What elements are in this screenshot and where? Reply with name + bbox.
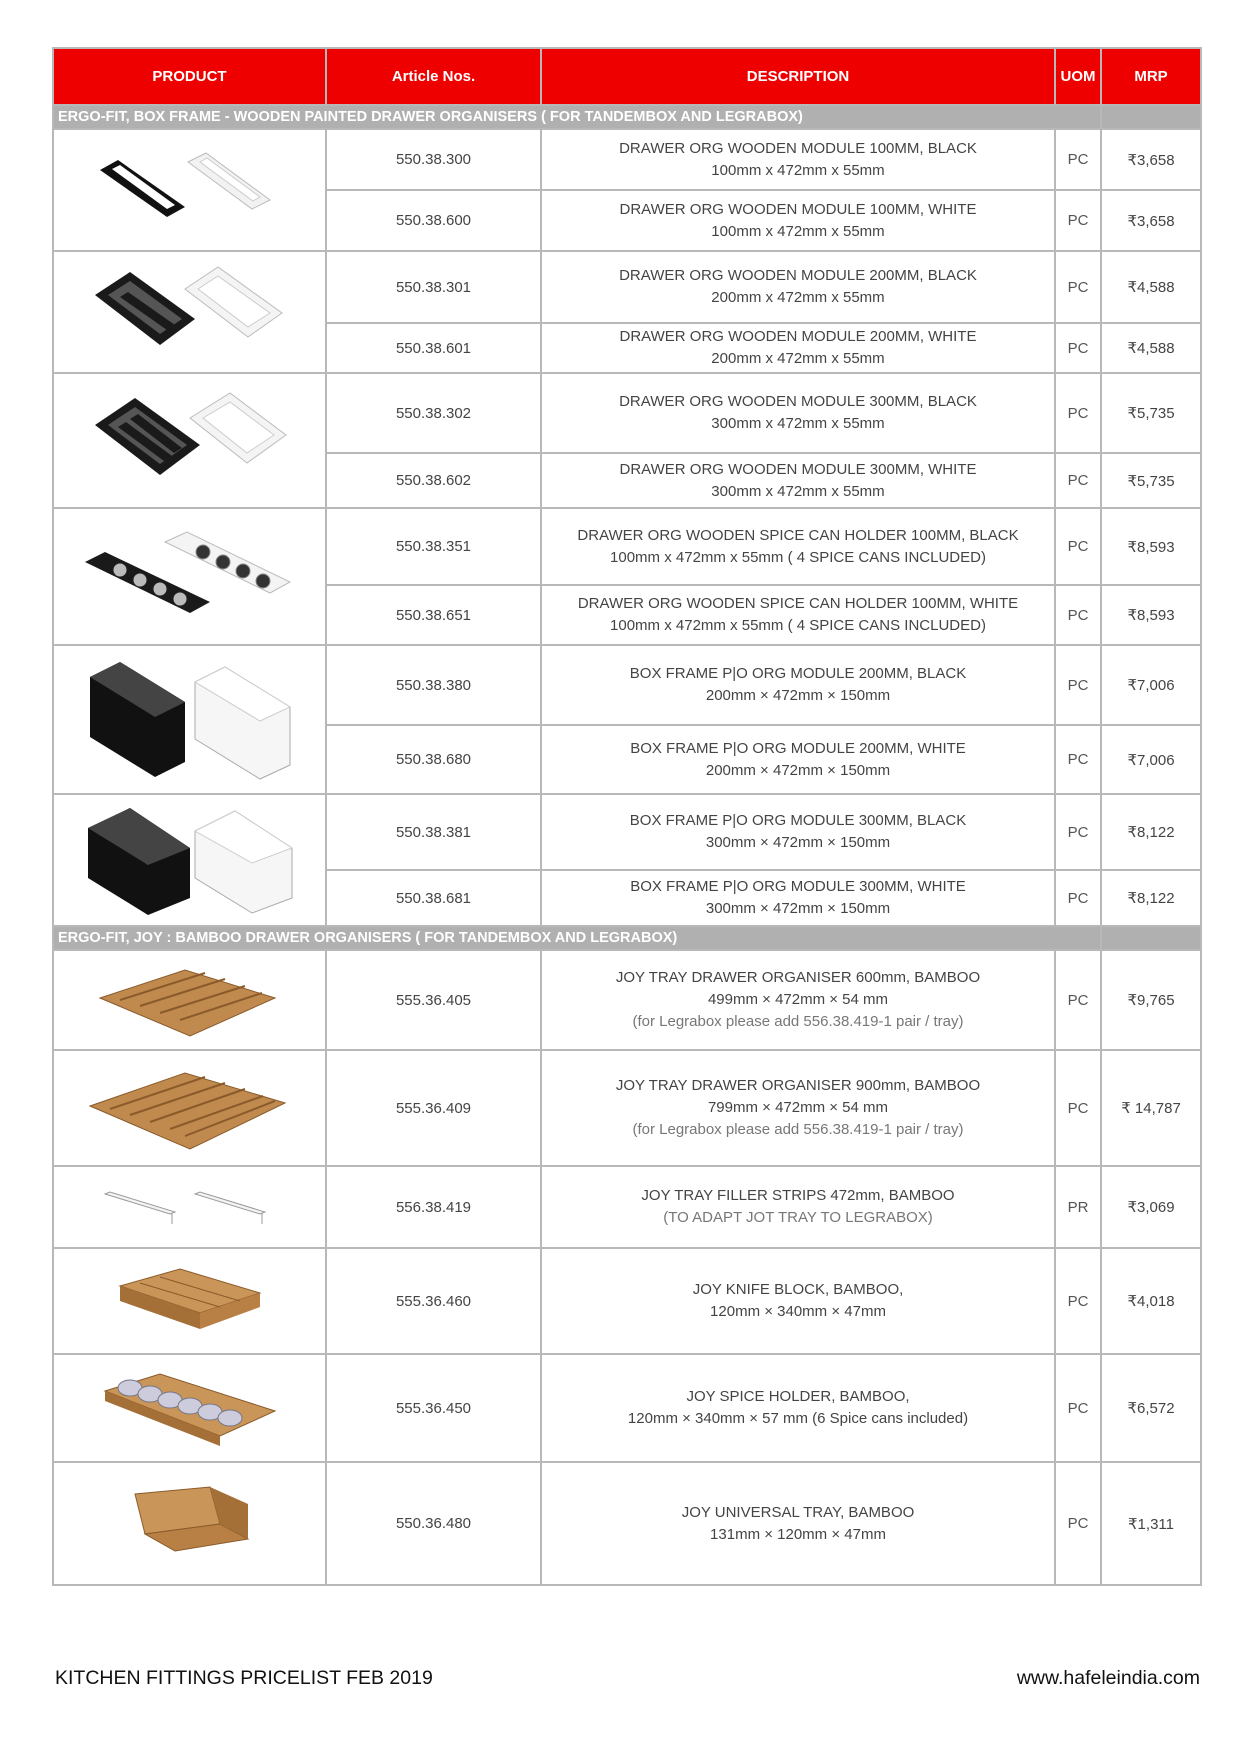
article-number: 550.36.480 (326, 1462, 541, 1585)
product-image (53, 1462, 326, 1585)
article-number: 555.36.405 (326, 950, 541, 1050)
product-image (53, 129, 326, 251)
uom: PC (1055, 129, 1101, 190)
uom: PC (1055, 1248, 1101, 1354)
mrp: ₹7,006 (1101, 645, 1201, 725)
article-number: 550.38.301 (326, 251, 541, 323)
uom: PC (1055, 251, 1101, 323)
product-image (53, 794, 326, 926)
mrp: ₹3,658 (1101, 190, 1201, 251)
description-line1: JOY TRAY FILLER STRIPS 472mm, BAMBOO (641, 1187, 955, 1204)
description-line2: 120mm × 340mm × 47mm (710, 1303, 886, 1320)
table-row (53, 950, 1201, 1050)
mrp: ₹5,735 (1101, 373, 1201, 453)
description (541, 950, 1055, 1050)
article-number: 550.38.351 (326, 508, 541, 585)
description (541, 323, 1055, 373)
organiser-100mm-image (90, 145, 290, 235)
article-number: 550.38.680 (326, 725, 541, 794)
uom: PC (1055, 1462, 1101, 1585)
footer-website-link[interactable]: www.hafeleindia.com (1016, 1667, 1200, 1689)
description (541, 373, 1055, 453)
table-row (53, 1462, 1201, 1585)
description-line1: JOY SPICE HOLDER, BAMBOO, (686, 1388, 910, 1405)
mrp: ₹3,069 (1101, 1166, 1201, 1248)
description-line1: BOX FRAME P|O ORG MODULE 300MM, BLACK (629, 812, 967, 829)
description-line2: 200mm x 472mm x 55mm (711, 289, 885, 306)
table-row (53, 645, 1201, 725)
box-frame-300mm-image (80, 803, 300, 918)
description-line2: 100mm x 472mm x 55mm ( 4 SPICE CANS INCLUDED) (610, 617, 986, 634)
product-image (53, 508, 326, 645)
description-line1: DRAWER ORG WOODEN SPICE CAN HOLDER 100MM, BLACK (577, 526, 1019, 544)
description-line1: DRAWER ORG WOODEN SPICE CAN HOLDER 100MM, WHITE (577, 595, 1019, 612)
description-line1: DRAWER ORG WOODEN MODULE 300MM, BLACK (619, 393, 977, 410)
article-number: 550.38.300 (326, 129, 541, 190)
header-mrp: MRP (1101, 48, 1201, 105)
joy-tray-900-image (85, 1061, 295, 1156)
uom: PC (1055, 585, 1101, 645)
product-image (53, 1354, 326, 1462)
description-line2: 120mm × 340mm × 57 mm (6 Spice cans included) (627, 1410, 969, 1427)
description (541, 1248, 1055, 1354)
product-image (53, 950, 326, 1050)
description-line2: 300mm x 472mm x 55mm (711, 482, 885, 500)
description (541, 794, 1055, 870)
knife-block-image (105, 1261, 275, 1341)
section-title: ERGO-FIT, JOY : BAMBOO DRAWER ORGANISERS ( FOR TANDEMBOX AND LEGRABOX) (53, 926, 1101, 950)
description-line2: 200mm × 472mm × 150mm (705, 687, 891, 704)
table-row (53, 1050, 1201, 1166)
uom: PC (1055, 453, 1101, 508)
description-line2: 300mm × 472mm × 150mm (705, 834, 891, 851)
uom: PC (1055, 508, 1101, 585)
description (541, 1050, 1055, 1166)
article-number: 550.38.380 (326, 645, 541, 725)
description-line2: 300mm × 472mm × 150mm (705, 900, 891, 917)
organiser-200mm-image (90, 257, 290, 367)
article-number: 550.38.602 (326, 453, 541, 508)
description (541, 129, 1055, 190)
description-line1: DRAWER ORG WOODEN MODULE 300MM, WHITE (619, 460, 977, 478)
description-line2: 100mm x 472mm x 55mm ( 4 SPICE CANS INCLUDED) (610, 548, 986, 566)
description-line1: DRAWER ORG WOODEN MODULE 200MM, BLACK (619, 267, 977, 284)
description (541, 1354, 1055, 1462)
uom: PC (1055, 645, 1101, 725)
product-image (53, 1248, 326, 1354)
description-line1: BOX FRAME P|O ORG MODULE 300MM, WHITE (630, 878, 966, 895)
header-uom: UOM (1055, 48, 1101, 105)
table-row (53, 1354, 1201, 1462)
uom: PC (1055, 794, 1101, 870)
filler-strips-image (90, 1182, 290, 1232)
mrp: ₹9,765 (1101, 950, 1201, 1050)
uom: PC (1055, 190, 1101, 251)
description-line2: 200mm × 472mm × 150mm (705, 761, 891, 779)
product-image (53, 373, 326, 508)
article-number: 555.36.450 (326, 1354, 541, 1462)
organiser-300mm-image (90, 383, 290, 498)
description-line1: DRAWER ORG WOODEN MODULE 200MM, WHITE (619, 328, 977, 345)
description-note: (for Legrabox please add 556.38.419-1 pair / tray) (632, 1121, 964, 1138)
description-line2: 300mm x 472mm x 55mm (711, 415, 885, 432)
description (541, 1166, 1055, 1248)
uom: PC (1055, 373, 1101, 453)
uom: PR (1055, 1166, 1101, 1248)
uom: PC (1055, 1050, 1101, 1166)
header-product: PRODUCT (53, 48, 326, 105)
table-row (53, 373, 1201, 453)
description (541, 453, 1055, 508)
description (541, 508, 1055, 585)
description-line1: DRAWER ORG WOODEN MODULE 100MM, BLACK (619, 139, 977, 157)
mrp: ₹8,593 (1101, 585, 1201, 645)
description-line2: 499mm × 472mm × 54 mm (707, 991, 889, 1008)
product-image (53, 1050, 326, 1166)
section-header (53, 105, 1201, 129)
article-number: 550.38.381 (326, 794, 541, 870)
description-line2: 100mm x 472mm x 55mm (711, 161, 885, 179)
header-description: DESCRIPTION (541, 48, 1055, 105)
uom: PC (1055, 1354, 1101, 1462)
mrp: ₹ 14,787 (1101, 1050, 1201, 1166)
description-note: (for Legrabox please add 556.38.419-1 pair / tray) (632, 1013, 964, 1030)
mrp: ₹8,593 (1101, 508, 1201, 585)
universal-tray-image (120, 1479, 260, 1569)
spice-holder-image (85, 527, 295, 627)
mrp: ₹1,311 (1101, 1462, 1201, 1585)
article-number: 550.38.651 (326, 585, 541, 645)
uom: PC (1055, 870, 1101, 926)
description-line1: BOX FRAME P|O ORG MODULE 200MM, BLACK (629, 665, 967, 682)
mrp: ₹6,572 (1101, 1354, 1201, 1462)
description-line1: JOY TRAY DRAWER ORGANISER 600mm, BAMBOO (615, 969, 981, 986)
table-row (53, 1248, 1201, 1354)
description-line2: 200mm x 472mm x 55mm (711, 350, 885, 367)
table-row (53, 794, 1201, 870)
product-image (53, 645, 326, 794)
table-row (53, 251, 1201, 323)
mrp: ₹5,735 (1101, 453, 1201, 508)
header-row (53, 48, 1201, 105)
article-number: 550.38.600 (326, 190, 541, 251)
description-line1: BOX FRAME P|O ORG MODULE 200MM, WHITE (630, 739, 966, 757)
description (541, 190, 1055, 251)
description (541, 725, 1055, 794)
header-article: Article Nos. (326, 48, 541, 105)
mrp: ₹4,588 (1101, 251, 1201, 323)
description-line2: 131mm × 120mm × 47mm (710, 1525, 886, 1543)
spice-holder-bamboo-image (95, 1366, 285, 1451)
table-row (53, 129, 1201, 190)
article-number: 550.38.681 (326, 870, 541, 926)
joy-tray-600-image (90, 958, 290, 1043)
description-line1: JOY UNIVERSAL TRAY, BAMBOO (681, 1503, 915, 1521)
description-line1: DRAWER ORG WOODEN MODULE 100MM, WHITE (619, 200, 977, 218)
article-number: 556.38.419 (326, 1166, 541, 1248)
box-frame-200mm-image (80, 657, 300, 782)
description-line1: JOY KNIFE BLOCK, BAMBOO, (692, 1281, 904, 1298)
description (541, 1462, 1055, 1585)
article-number: 555.36.409 (326, 1050, 541, 1166)
footer-title: KITCHEN FITTINGS PRICELIST FEB 2019 (55, 1667, 433, 1689)
section-header (53, 926, 1201, 950)
description-line2: 799mm × 472mm × 54 mm (707, 1099, 889, 1116)
product-image (53, 1166, 326, 1248)
description (541, 870, 1055, 926)
mrp: ₹7,006 (1101, 725, 1201, 794)
description-line2: (TO ADAPT JOT TRAY TO LEGRABOX) (663, 1209, 933, 1226)
table-row (53, 1166, 1201, 1248)
uom: PC (1055, 323, 1101, 373)
product-image (53, 251, 326, 373)
article-number: 550.38.601 (326, 323, 541, 373)
mrp: ₹8,122 (1101, 794, 1201, 870)
description (541, 645, 1055, 725)
mrp: ₹4,018 (1101, 1248, 1201, 1354)
mrp: ₹3,658 (1101, 129, 1201, 190)
section-title: ERGO-FIT, BOX FRAME - WOODEN PAINTED DRAWER ORGANISERS ( FOR TANDEMBOX AND LEGRABOX) (53, 105, 1101, 129)
mrp: ₹8,122 (1101, 870, 1201, 926)
description-line2: 100mm x 472mm x 55mm (711, 222, 885, 240)
description (541, 251, 1055, 323)
uom: PC (1055, 725, 1101, 794)
mrp: ₹4,588 (1101, 323, 1201, 373)
description (541, 585, 1055, 645)
article-number: 555.36.460 (326, 1248, 541, 1354)
uom: PC (1055, 950, 1101, 1050)
price-table (52, 47, 1202, 1586)
article-number: 550.38.302 (326, 373, 541, 453)
description-line1: JOY TRAY DRAWER ORGANISER 900mm, BAMBOO (615, 1077, 981, 1094)
table-row (53, 508, 1201, 585)
